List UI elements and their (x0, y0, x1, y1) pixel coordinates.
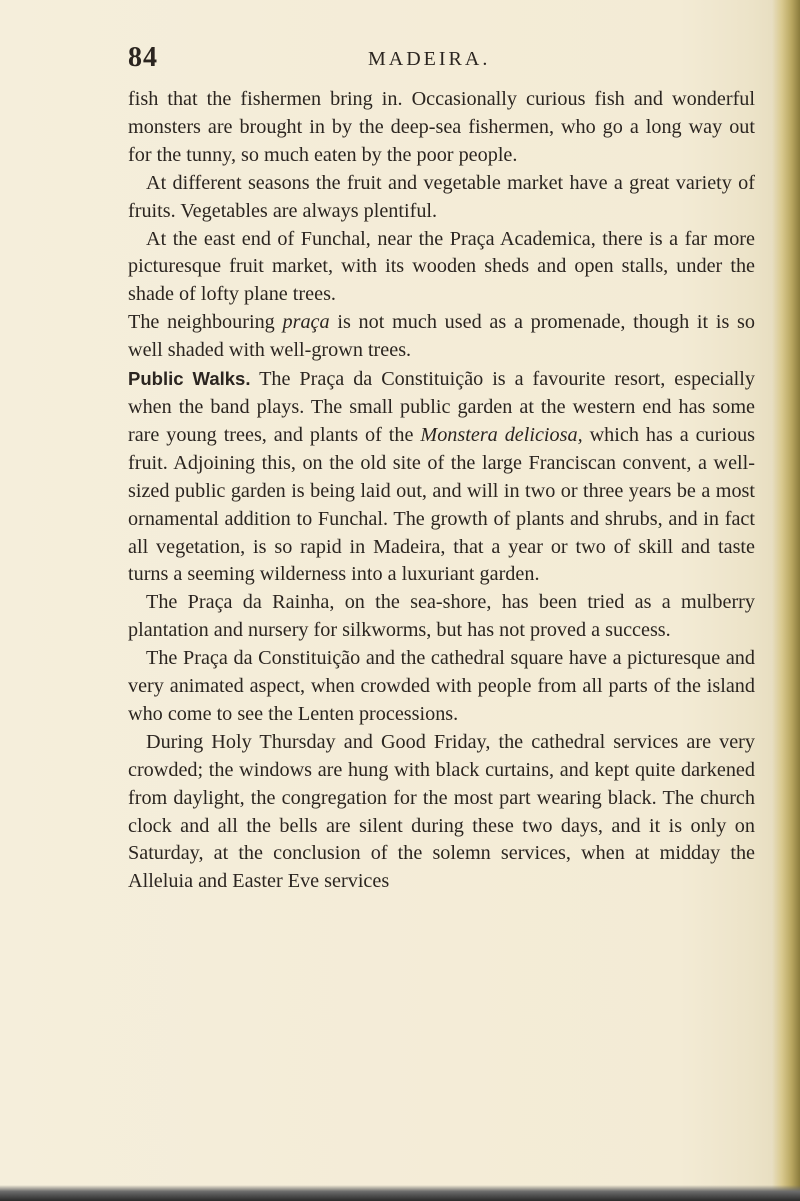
page-number: 84 (128, 42, 158, 73)
section-heading: Public Walks. (128, 368, 251, 390)
paragraph-text: The neighbouring (128, 311, 275, 334)
page-bottom-shadow (0, 1185, 800, 1201)
italic-term: praça (282, 311, 330, 334)
paragraph-east-end-market: At the east end of Funchal, near the Praça Academica, there is a far more picturesque fruit market, with its wooden sheds and open stalls, under the shade of lofty plane trees. (128, 227, 755, 306)
body-text (128, 86, 755, 896)
paragraph-public-walks (128, 365, 755, 589)
page-edge-shadow (772, 0, 800, 1201)
paragraph-lenten-processions: The Praça da Constituição and the cathedral square have a picturesque and very animated aspect, when crowded with people from all parts of the island who come to see the Lenten processions. (128, 647, 755, 725)
running-title: MADEIRA. (368, 48, 491, 70)
paragraph-seasons: At different seasons the fruit and vegetable market have a great variety of fruits. Vegetables are always plentiful. (128, 171, 755, 222)
italic-term: Monstera deliciosa, (420, 423, 583, 446)
running-header (128, 42, 688, 82)
paragraph-text: is not much used as a promenade, though it is so well shaded with well-grown trees. (128, 311, 755, 362)
paragraph-text: which has a curious fruit. Adjoining this, on the old site of the large Franciscan convent, a well-sized public garden is being laid out, and will in two or three years be a most ornamental addition to Funchal. The growth of plants and shrubs, and in fact all vegetation, is so rapid in Madeira, that a year or two of skill and taste turns a seeming wilderness into a luxuriant garden. (128, 423, 756, 586)
paragraph-praca-da-rainha: The Praça da Rainha, on the sea-shore, has been tried as a mulberry plantation and nursery for silkworms, but has not proved a success. (128, 591, 755, 642)
paragraph-text: The Praça da Constituição is a favourite resort, especially when the band plays. The small public garden at the western end has some rare young trees, and plants of the (128, 368, 755, 446)
paragraph-neighbouring-praca (128, 309, 755, 365)
paragraph-fish-market: fish that the fishermen bring in. Occasionally curious fish and wonderful monsters are brought in by the deep-sea fishermen, who go a long way out for the tunny, so much eaten by the poor people. (128, 88, 755, 166)
paragraph-holy-thursday: During Holy Thursday and Good Friday, the cathedral services are very crowded; the windows are hung with black curtains, and kept quite darkened from daylight, the congregation for the most part wearing black. The church clock and all the bells are silent during these two days, and it is only on Saturday, at the conclusion of the solemn services, when at midday the Alleluia and Easter Eve services (128, 730, 755, 893)
